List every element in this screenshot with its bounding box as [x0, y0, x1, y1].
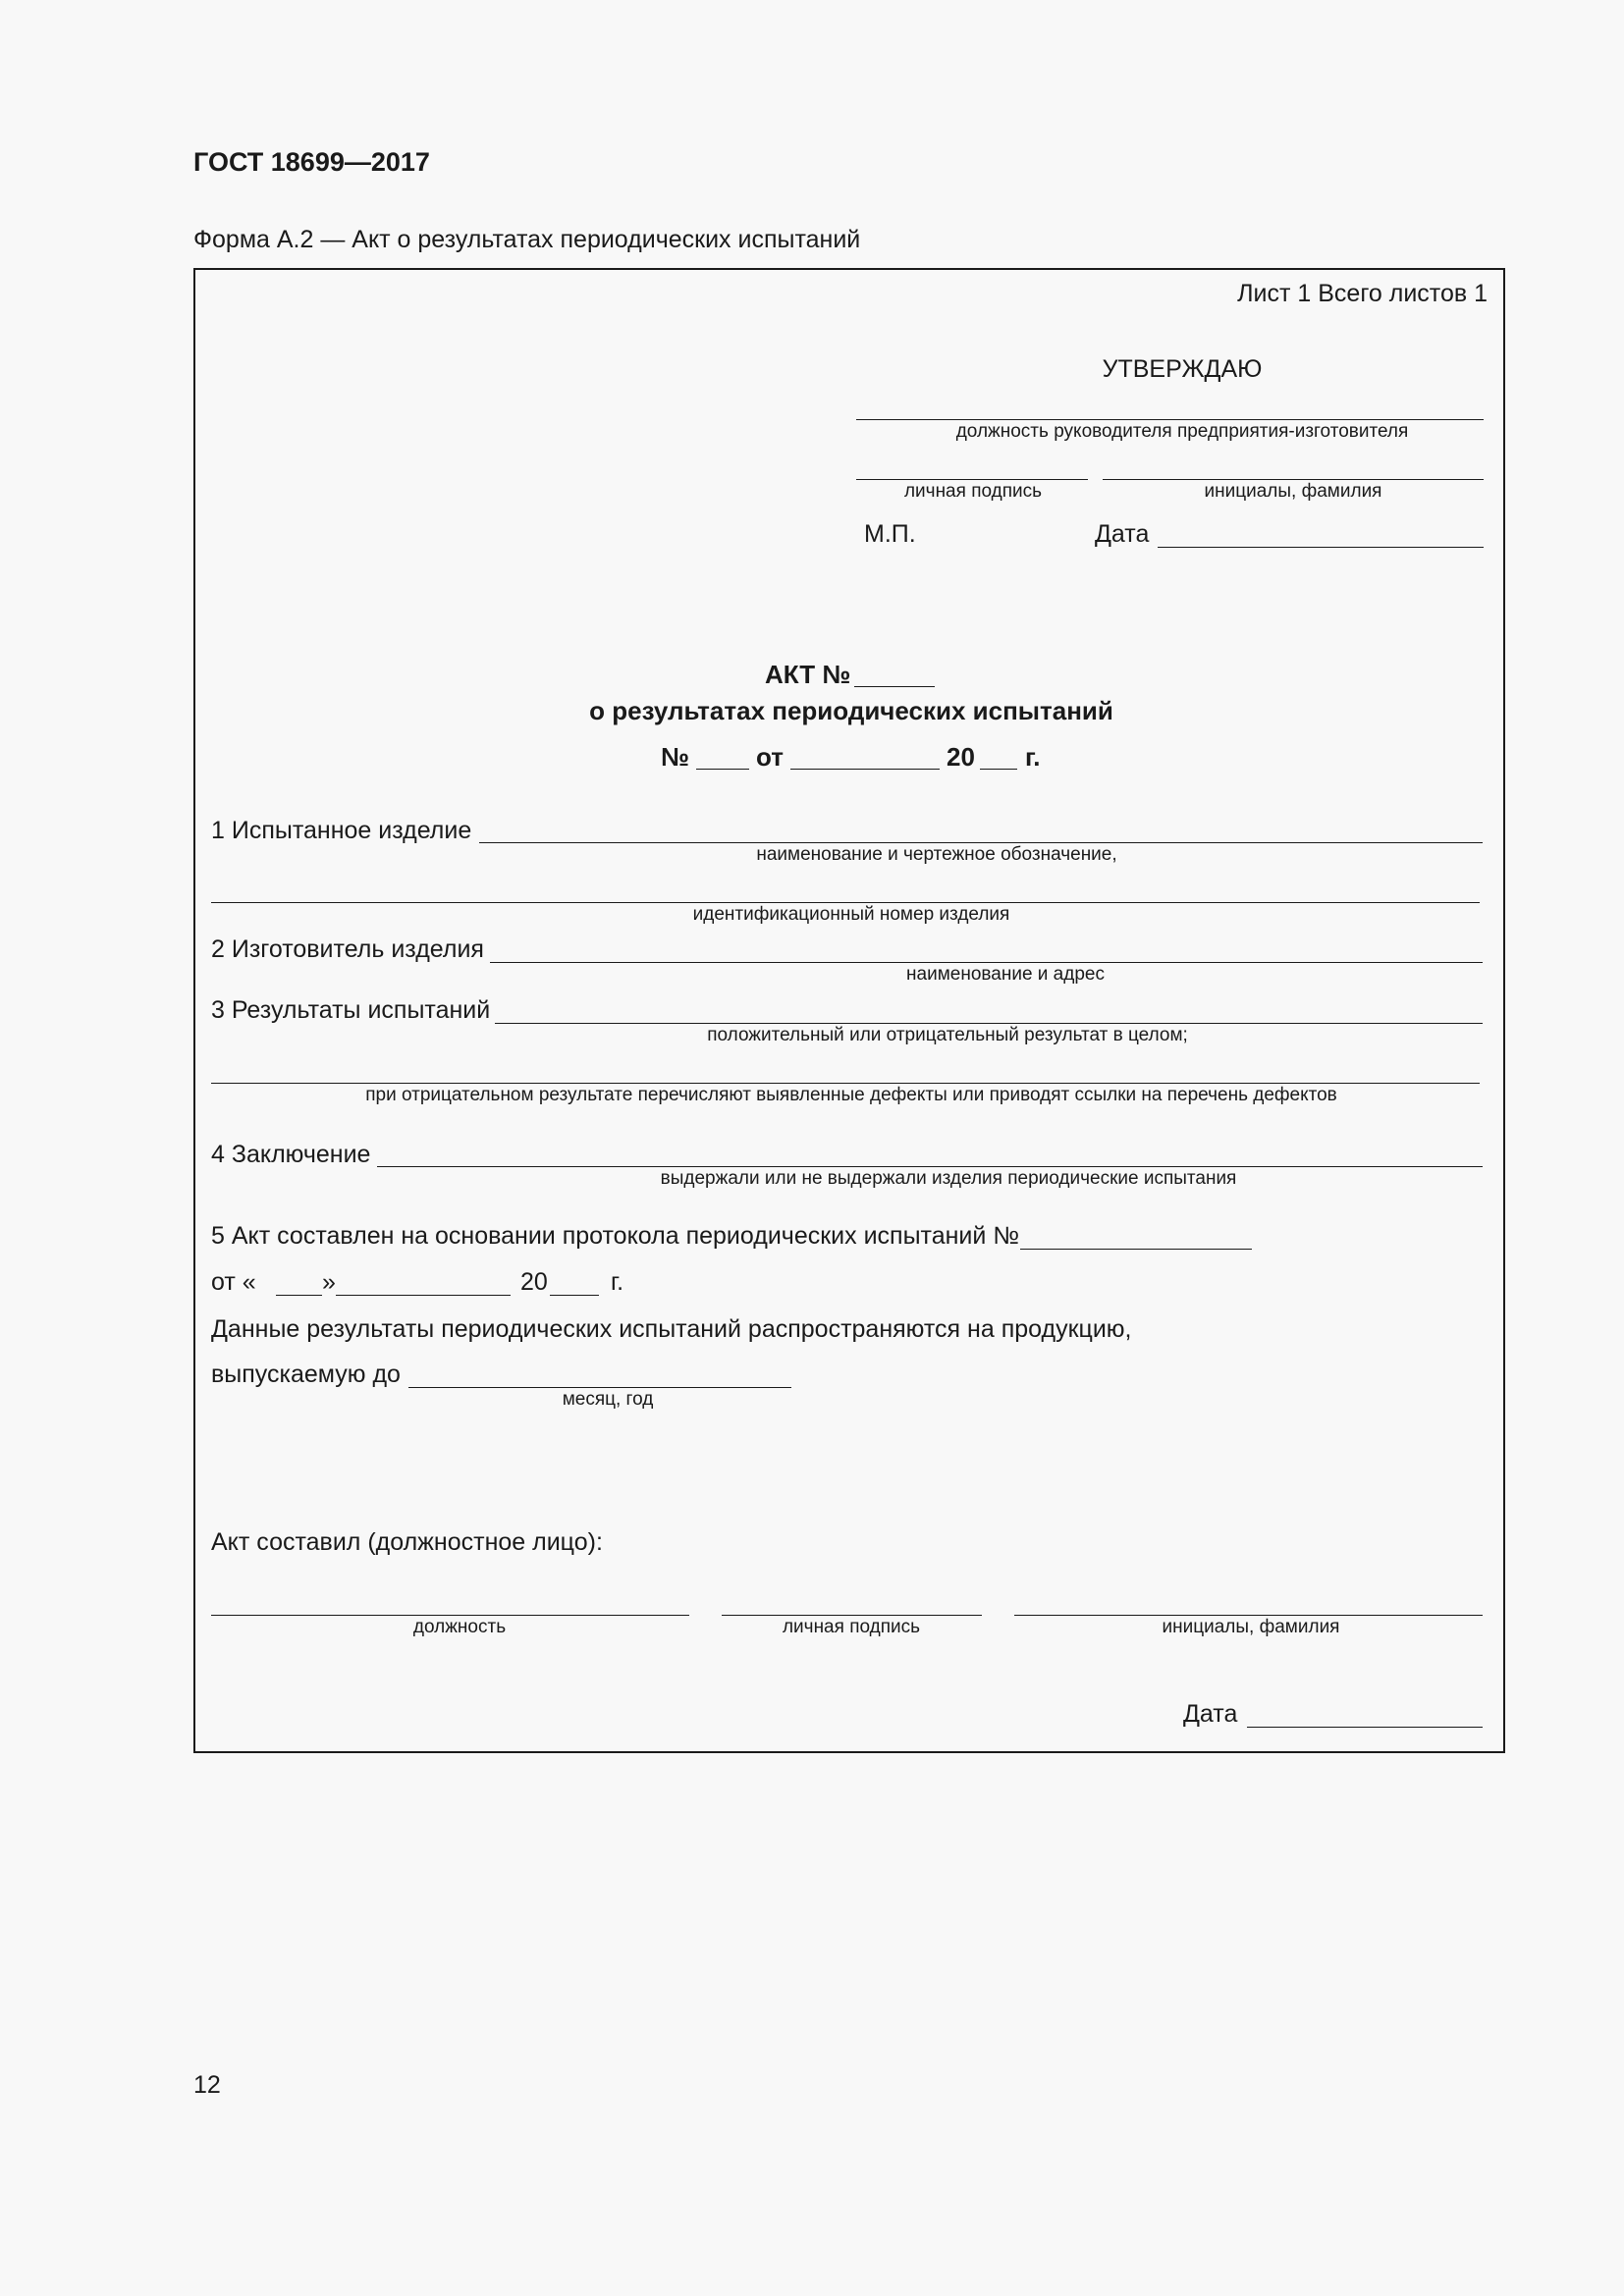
item1-label: 1 Испытанное изделие — [211, 817, 472, 844]
form-caption: Форма А.2 — Акт о результатах периодических испытаний — [193, 226, 861, 253]
approve-position-line[interactable] — [856, 419, 1484, 420]
protocol-date-line[interactable] — [790, 769, 940, 770]
item1-hint-2: идентификационный номер изделия — [692, 904, 1010, 925]
released-hint: месяц, год — [562, 1389, 654, 1410]
item2-label: 2 Изготовитель изделия — [211, 935, 484, 963]
item5-year-suffix: г. — [611, 1268, 624, 1296]
item1-hint: наименование и чертежное обозначение, — [756, 844, 1117, 865]
item3-line[interactable] — [495, 1023, 1483, 1024]
protocol-year-line[interactable] — [980, 769, 1017, 770]
item5-year-prefix: 20 — [520, 1268, 548, 1296]
protocol-number-prefix: № — [661, 742, 689, 772]
item3-label: 3 Результаты испытаний — [211, 996, 491, 1024]
item3-hint-2: при отрицательном результате перечисляют выявленные дефекты или приводят ссылки на перечень дефектов — [365, 1085, 1337, 1105]
page-number: 12 — [193, 2071, 221, 2099]
stamp-label: М.П. — [864, 520, 916, 548]
item1-line-2[interactable] — [211, 902, 1480, 903]
approve-signature-hint: личная подпись — [903, 481, 1043, 502]
protocol-year-prefix: 20 — [947, 742, 975, 772]
item5-date-prefix: от « — [211, 1268, 256, 1296]
act-number-line[interactable] — [854, 686, 935, 687]
item5-protocol-number-line[interactable] — [1020, 1249, 1252, 1250]
approve-date-line[interactable] — [1158, 547, 1484, 548]
compiled-date-line[interactable] — [1247, 1727, 1483, 1728]
sheet-info: Лист 1 Всего листов 1 — [1237, 280, 1488, 307]
released-line[interactable] — [408, 1387, 791, 1388]
protocol-from-word: от — [756, 742, 784, 772]
item2-line[interactable] — [490, 962, 1483, 963]
compiled-by-label: Акт составил (должностное лицо): — [211, 1528, 603, 1556]
approve-position-hint: должность руководителя предприятия-изготовителя — [955, 421, 1409, 442]
form-frame — [193, 268, 1505, 1753]
approve-signature-line[interactable] — [856, 479, 1088, 480]
approve-date-label: Дата — [1095, 520, 1150, 548]
approve-name-line[interactable] — [1103, 479, 1484, 480]
item5-month-line[interactable] — [336, 1295, 511, 1296]
compiled-position-hint: должность — [412, 1617, 507, 1637]
compiled-name-hint: инициалы, фамилия — [1162, 1617, 1340, 1637]
released-label: выпускаемую до — [211, 1361, 401, 1388]
document-header: ГОСТ 18699—2017 — [193, 147, 430, 177]
item5-date-quote: » — [322, 1268, 336, 1296]
applies-text: Данные результаты периодических испытаний распространяются на продукцию, — [211, 1315, 1132, 1343]
compiled-name-line[interactable] — [1014, 1615, 1483, 1616]
item4-hint: выдержали или не выдержали изделия периодические испытания — [660, 1168, 1237, 1189]
compiled-date-label: Дата — [1183, 1700, 1238, 1728]
act-title: АКТ № — [765, 660, 851, 689]
item2-hint: наименование и адрес — [906, 964, 1105, 985]
approve-name-hint: инициалы, фамилия — [1204, 481, 1382, 502]
protocol-year-suffix: г. — [1025, 742, 1041, 772]
compiled-signature-line[interactable] — [722, 1615, 982, 1616]
compiled-position-line[interactable] — [211, 1615, 689, 1616]
compiled-signature-hint: личная подпись — [782, 1617, 921, 1637]
approve-title: УТВЕРЖДАЮ — [1102, 355, 1263, 383]
item4-label: 4 Заключение — [211, 1141, 371, 1168]
item5-year-line[interactable] — [550, 1295, 599, 1296]
item5-day-line[interactable] — [276, 1295, 322, 1296]
item1-line[interactable] — [479, 842, 1483, 843]
item4-line[interactable] — [377, 1166, 1483, 1167]
protocol-number-line[interactable] — [696, 769, 749, 770]
item3-hint: положительный или отрицательный результат в целом; — [707, 1025, 1188, 1045]
act-subtitle: о результатах периодических испытаний — [589, 696, 1113, 725]
item3-line-2[interactable] — [211, 1083, 1480, 1084]
item5-text: 5 Акт составлен на основании протокола периодических испытаний № — [211, 1222, 1020, 1250]
